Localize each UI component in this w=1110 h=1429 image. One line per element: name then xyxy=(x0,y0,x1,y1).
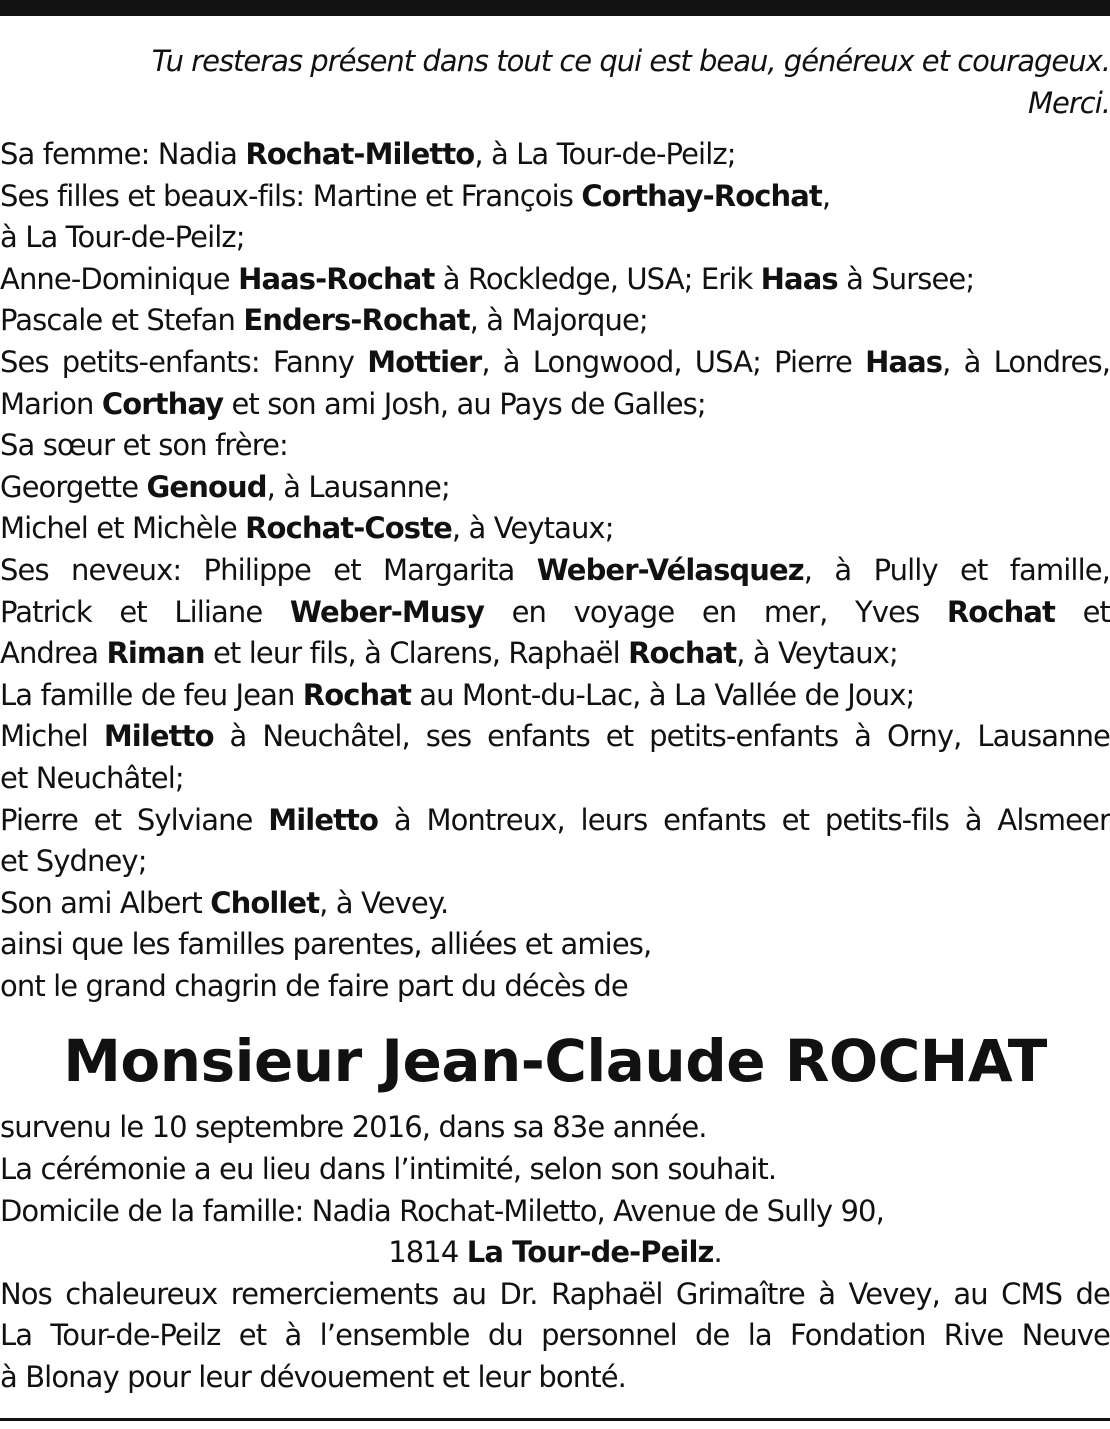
family-text: Pascale et Stefan xyxy=(0,303,244,338)
death-date-line: survenu le 10 septembre 2016, dans sa 83e année. xyxy=(0,1110,707,1145)
family-text: , à Lausanne; xyxy=(266,469,450,504)
family-text: Patrick et Liliane xyxy=(0,594,290,629)
family-text: Pierre et Sylviane xyxy=(0,802,269,837)
domicile-line: Domicile de la famille: Nadia Rochat-Miletto, Avenue de Sully 90, xyxy=(0,1193,884,1228)
details xyxy=(0,1107,1110,1273)
family-line xyxy=(0,716,1110,758)
family-text: Ses neveux: Philippe et Margarita xyxy=(0,552,537,587)
family-line xyxy=(0,300,1110,342)
family-surname: Haas-Rochat xyxy=(238,261,435,296)
epigraph xyxy=(0,40,1110,124)
domicile-town-line xyxy=(0,1232,1110,1274)
family-text: , à Pully et famille, xyxy=(803,552,1110,587)
family-surname: Chollet xyxy=(210,885,320,920)
family-surname: Rochat xyxy=(946,594,1055,629)
family-text: Sa sœur et son frère: xyxy=(0,428,288,463)
top-rule xyxy=(0,0,1110,16)
family-text: à Neuchâtel, ses enfants et petits-enfants à Orny, Lausanne xyxy=(213,719,1110,754)
family-surname: Corthay xyxy=(101,386,224,421)
family-line xyxy=(0,633,1110,675)
family-text: , à Veytaux; xyxy=(451,511,614,546)
thanks-line: Nos chaleureux remerciements au Dr. Raphaël Grimaître à Vevey, au CMS de xyxy=(0,1276,1110,1311)
family-text: Georgette xyxy=(0,469,147,504)
epigraph-line: Merci. xyxy=(1027,86,1110,120)
family-text: à La Tour-de-Peilz; xyxy=(0,220,245,255)
family-text: Sa femme: Nadia xyxy=(0,137,246,171)
family-text: Ses filles et beaux-fils: Martine et François xyxy=(0,178,582,213)
family-text: et Sydney; xyxy=(0,844,147,879)
family-text: , xyxy=(821,178,831,213)
postcode: 1814 xyxy=(388,1235,467,1270)
family-text: Andrea xyxy=(0,636,107,671)
family-line xyxy=(0,675,1110,717)
thanks-line: La Tour-de-Peilz et à l’ensemble du personnel de la Fondation Rive Neuve xyxy=(0,1318,1110,1353)
family-line xyxy=(0,384,1110,426)
family-line xyxy=(0,550,1110,592)
family-line xyxy=(0,508,1110,550)
family-text: , à La Tour-de-Peilz; xyxy=(474,137,736,171)
family-text: Son ami Albert xyxy=(0,885,211,920)
family-surname: Mottier xyxy=(367,344,482,379)
family-text: Marion xyxy=(0,386,102,421)
family-surname: Rochat-Coste xyxy=(245,511,452,546)
family-line xyxy=(0,134,1110,176)
thanks-line: à Blonay pour leur dévouement et leur bonté. xyxy=(0,1360,626,1395)
family-text: , à Longwood, USA; Pierre xyxy=(481,344,866,379)
family-surname: Genoud xyxy=(146,469,267,504)
family-surname: Rochat xyxy=(628,636,737,671)
town-suffix: . xyxy=(713,1235,722,1270)
family-surname: Haas xyxy=(865,344,943,379)
family-line xyxy=(0,425,1110,467)
family-text: en voyage en mer, Yves xyxy=(483,594,947,629)
family-text: , à Londres, xyxy=(942,344,1110,379)
family-text: au Mont-du-Lac, à La Vallée de Joux; xyxy=(410,677,915,712)
deceased-name: Monsieur Jean-Claude ROCHAT xyxy=(63,1027,1047,1096)
family-text: Michel et Michèle xyxy=(0,511,246,546)
family-line xyxy=(0,758,1110,800)
family-surname: Miletto xyxy=(103,719,214,754)
family-text: Anne-Dominique xyxy=(0,261,239,296)
family-text: et Neuchâtel; xyxy=(0,760,184,795)
family-text: à Rockledge, USA; Erik xyxy=(434,261,761,296)
family-text: et xyxy=(1055,594,1110,629)
family-line xyxy=(0,176,1110,218)
thanks xyxy=(0,1274,1110,1399)
family-line xyxy=(0,592,1110,634)
family-surname: Rochat-Miletto xyxy=(245,137,475,171)
family-line xyxy=(0,259,1110,301)
family-text: Michel xyxy=(0,719,104,754)
family-surname: Miletto xyxy=(268,802,379,837)
family-text: ainsi que les familles parentes, alliées et amies, xyxy=(0,927,652,962)
family-list xyxy=(0,134,1110,1007)
family-line xyxy=(0,966,1110,1008)
epigraph-line: Tu resteras présent dans tout ce qui est beau, généreux et courageux. xyxy=(151,44,1110,78)
family-line xyxy=(0,924,1110,966)
family-text: ont le grand chagrin de faire part du décès de xyxy=(0,968,628,1003)
family-surname: Enders-Rochat xyxy=(243,303,470,338)
family-text: à Montreux, leurs enfants et petits-fils à Alsmeer xyxy=(378,802,1110,837)
family-line xyxy=(0,342,1110,384)
town: La Tour-de-Peilz xyxy=(466,1235,714,1270)
family-text: , à Veytaux; xyxy=(736,636,898,671)
family-line xyxy=(0,883,1110,925)
family-text: Ses petits-enfants: Fanny xyxy=(0,344,368,379)
ceremony-line: La cérémonie a eu lieu dans l’intimité, selon son souhait. xyxy=(0,1152,777,1187)
family-line xyxy=(0,467,1110,509)
family-surname: Rochat xyxy=(302,677,411,712)
obituary-notice xyxy=(0,40,1110,1399)
family-surname: Riman xyxy=(106,636,205,671)
family-surname: Weber-Musy xyxy=(289,594,484,629)
family-line xyxy=(0,841,1110,883)
family-surname: Corthay-Rochat xyxy=(581,178,822,213)
bottom-rule xyxy=(0,1418,1110,1421)
family-line xyxy=(0,217,1110,259)
family-surname: Weber-Vélasquez xyxy=(536,552,804,587)
family-line xyxy=(0,800,1110,842)
family-surname: Haas xyxy=(760,261,838,296)
family-text: La famille de feu Jean xyxy=(0,677,303,712)
family-text: , à Vevey. xyxy=(319,885,449,920)
family-text: et leur fils, à Clarens, Raphaël xyxy=(204,636,629,671)
family-text: , à Majorque; xyxy=(469,303,648,338)
family-text: et son ami Josh, au Pays de Galles; xyxy=(223,386,706,421)
family-text: à Sursee; xyxy=(837,261,975,296)
